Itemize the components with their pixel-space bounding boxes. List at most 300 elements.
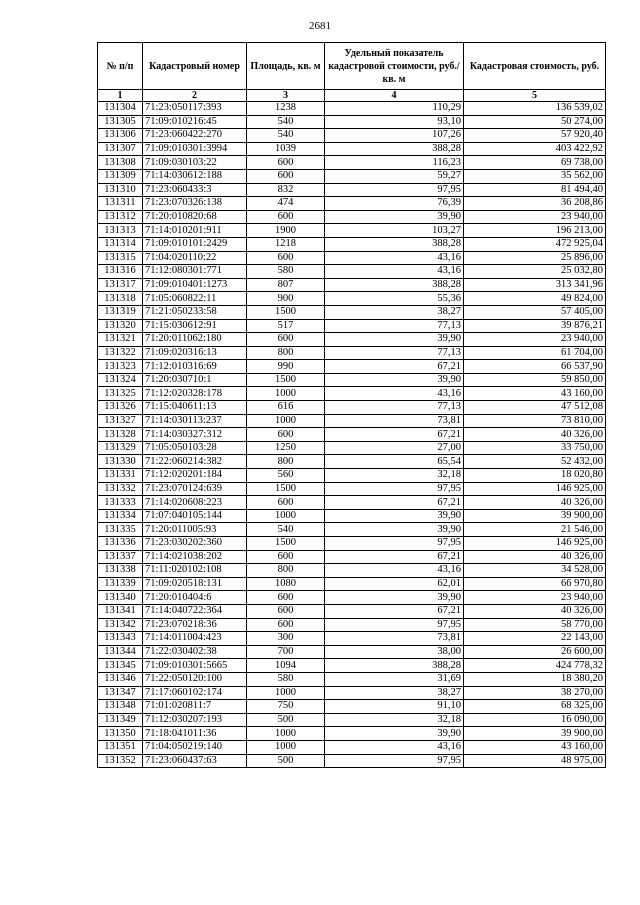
row-number-cell: 131351: [98, 740, 143, 754]
row-number-cell: 131312: [98, 210, 143, 224]
unit-value-cell: 39,90: [325, 591, 464, 605]
row-number-cell: 131349: [98, 713, 143, 727]
unit-value-cell: 103,27: [325, 224, 464, 238]
row-number-cell: 131308: [98, 156, 143, 170]
cadastral-number-cell: 71:22:050120:100: [143, 672, 247, 686]
cadastral-number-cell: 71:14:020608:223: [143, 496, 247, 510]
table-row: [98, 686, 606, 700]
row-number-cell: 131325: [98, 387, 143, 401]
cadastral-value-cell: 38 270,00: [464, 686, 606, 700]
row-number-cell: 131329: [98, 441, 143, 455]
table-row: [98, 183, 606, 197]
cadastral-value-cell: 40 326,00: [464, 604, 606, 618]
header-cadastral-value: Кадастровая стоимость, руб.: [464, 43, 606, 90]
area-cell: 1218: [247, 237, 325, 251]
cadastral-value-cell: 43 160,00: [464, 740, 606, 754]
unit-value-cell: 77,13: [325, 319, 464, 333]
cadastral-value-cell: 69 738,00: [464, 156, 606, 170]
row-number-cell: 131334: [98, 509, 143, 523]
table-row: [98, 265, 606, 279]
cadastral-number-cell: 71:09:010101:2429: [143, 237, 247, 251]
cadastral-value-cell: 33 750,00: [464, 441, 606, 455]
area-cell: 832: [247, 183, 325, 197]
cadastral-value-cell: 39 876,21: [464, 319, 606, 333]
header-row: [98, 43, 606, 90]
row-number-cell: 131345: [98, 659, 143, 673]
area-cell: 600: [247, 428, 325, 442]
row-number-cell: 131342: [98, 618, 143, 632]
cadastral-value-cell: 40 326,00: [464, 550, 606, 564]
area-cell: 600: [247, 604, 325, 618]
area-cell: 580: [247, 265, 325, 279]
unit-value-cell: 67,21: [325, 428, 464, 442]
cadastral-value-cell: 50 274,00: [464, 115, 606, 129]
unit-value-cell: 97,95: [325, 754, 464, 768]
table-row: [98, 278, 606, 292]
row-number-cell: 131347: [98, 686, 143, 700]
table-row: [98, 346, 606, 360]
area-cell: 750: [247, 700, 325, 714]
table-row: [98, 523, 606, 537]
area-cell: 600: [247, 333, 325, 347]
column-number: 5: [464, 90, 606, 102]
cadastral-value-cell: 68 325,00: [464, 700, 606, 714]
area-cell: 1000: [247, 414, 325, 428]
area-cell: 1000: [247, 509, 325, 523]
table-row: [98, 672, 606, 686]
unit-value-cell: 43,16: [325, 564, 464, 578]
unit-value-cell: 76,39: [325, 197, 464, 211]
area-cell: 517: [247, 319, 325, 333]
row-number-cell: 131310: [98, 183, 143, 197]
cadastral-value-cell: 196 213,00: [464, 224, 606, 238]
row-number-cell: 131304: [98, 102, 143, 116]
cadastral-value-cell: 22 143,00: [464, 632, 606, 646]
cadastral-value-cell: 81 494,40: [464, 183, 606, 197]
area-cell: 990: [247, 360, 325, 374]
cadastral-value-cell: 35 562,00: [464, 169, 606, 183]
table-row: [98, 740, 606, 754]
row-number-cell: 131348: [98, 700, 143, 714]
area-cell: 1500: [247, 373, 325, 387]
cadastral-value-cell: 66 537,90: [464, 360, 606, 374]
row-number-cell: 131350: [98, 727, 143, 741]
table-row: [98, 713, 606, 727]
cadastral-number-cell: 71:09:010301:5665: [143, 659, 247, 673]
page-number: 2681: [309, 20, 331, 32]
unit-value-cell: 32,18: [325, 713, 464, 727]
row-number-cell: 131306: [98, 129, 143, 143]
row-number-cell: 131320: [98, 319, 143, 333]
table-row: [98, 292, 606, 306]
row-number-cell: 131328: [98, 428, 143, 442]
cadastral-number-cell: 71:23:070124:639: [143, 482, 247, 496]
unit-value-cell: 27,00: [325, 441, 464, 455]
cadastral-value-cell: 49 824,00: [464, 292, 606, 306]
table-row: [98, 428, 606, 442]
table-row: [98, 129, 606, 143]
cadastral-value-cell: 40 326,00: [464, 428, 606, 442]
table-row: [98, 156, 606, 170]
cadastral-value-cell: 73 810,00: [464, 414, 606, 428]
header-unit-value: Удельный показатель кадастровой стоимости, руб./кв. м: [325, 43, 464, 90]
cadastral-number-cell: 71:05:050103:28: [143, 441, 247, 455]
row-number-cell: 131318: [98, 292, 143, 306]
cadastral-number-cell: 71:04:020110:22: [143, 251, 247, 265]
cadastral-value-cell: 23 940,00: [464, 333, 606, 347]
area-cell: 616: [247, 401, 325, 415]
cadastral-number-cell: 71:23:060437:63: [143, 754, 247, 768]
cadastral-value-cell: 16 090,00: [464, 713, 606, 727]
header-area: Площадь, кв. м: [247, 43, 325, 90]
table-row: [98, 305, 606, 319]
column-number-row: [98, 90, 606, 102]
row-number-cell: 131309: [98, 169, 143, 183]
cadastral-value-cell: 146 925,00: [464, 537, 606, 551]
column-number: 2: [143, 90, 247, 102]
table-row: [98, 727, 606, 741]
row-number-cell: 131326: [98, 401, 143, 415]
cadastral-value-cell: 36 208,86: [464, 197, 606, 211]
area-cell: 540: [247, 523, 325, 537]
area-cell: 800: [247, 346, 325, 360]
table-row: [98, 333, 606, 347]
area-cell: 600: [247, 618, 325, 632]
row-number-cell: 131341: [98, 604, 143, 618]
cadastral-number-cell: 71:23:030202:360: [143, 537, 247, 551]
area-cell: 1000: [247, 727, 325, 741]
cadastral-number-cell: 71:14:010201:911: [143, 224, 247, 238]
cadastral-value-cell: 34 528,00: [464, 564, 606, 578]
cadastral-value-cell: 43 160,00: [464, 387, 606, 401]
table-row: [98, 618, 606, 632]
cadastral-number-cell: 71:15:030612:91: [143, 319, 247, 333]
table-row: [98, 319, 606, 333]
row-number-cell: 131317: [98, 278, 143, 292]
area-cell: 1500: [247, 482, 325, 496]
area-cell: 900: [247, 292, 325, 306]
header-row-number: № п/п: [98, 43, 143, 90]
cadastral-number-cell: 71:23:060433:3: [143, 183, 247, 197]
unit-value-cell: 67,21: [325, 496, 464, 510]
table-row: [98, 632, 606, 646]
cadastral-value-cell: 25 896,00: [464, 251, 606, 265]
cadastral-number-cell: 71:14:021038:202: [143, 550, 247, 564]
unit-value-cell: 388,28: [325, 142, 464, 156]
row-number-cell: 131331: [98, 469, 143, 483]
unit-value-cell: 43,16: [325, 740, 464, 754]
cadastral-value-cell: 40 326,00: [464, 496, 606, 510]
area-cell: 800: [247, 564, 325, 578]
unit-value-cell: 73,81: [325, 632, 464, 646]
cadastral-value-cell: 18 020,80: [464, 469, 606, 483]
area-cell: 500: [247, 713, 325, 727]
unit-value-cell: 65,54: [325, 455, 464, 469]
unit-value-cell: 388,28: [325, 659, 464, 673]
area-cell: 600: [247, 591, 325, 605]
cadastral-value-cell: 57 920,40: [464, 129, 606, 143]
row-number-cell: 131335: [98, 523, 143, 537]
unit-value-cell: 97,95: [325, 618, 464, 632]
unit-value-cell: 388,28: [325, 278, 464, 292]
table-row: [98, 754, 606, 768]
cadastral-value-cell: 18 380,20: [464, 672, 606, 686]
cadastral-number-cell: 71:18:041011:36: [143, 727, 247, 741]
area-cell: 580: [247, 672, 325, 686]
cadastral-number-cell: 71:11:020102:108: [143, 564, 247, 578]
table-row: [98, 387, 606, 401]
cadastral-value-cell: 136 539,02: [464, 102, 606, 116]
unit-value-cell: 67,21: [325, 550, 464, 564]
area-cell: 600: [247, 251, 325, 265]
cadastral-number-cell: 71:14:030113:237: [143, 414, 247, 428]
column-number: 1: [98, 90, 143, 102]
unit-value-cell: 110,29: [325, 102, 464, 116]
row-number-cell: 131314: [98, 237, 143, 251]
cadastral-value-cell: 47 512,08: [464, 401, 606, 415]
unit-value-cell: 97,95: [325, 537, 464, 551]
cadastral-number-cell: 71:07:040105:144: [143, 509, 247, 523]
area-cell: 700: [247, 645, 325, 659]
table-row: [98, 210, 606, 224]
cadastral-number-cell: 71:15:040611:13: [143, 401, 247, 415]
unit-value-cell: 38,27: [325, 305, 464, 319]
cadastral-value-cell: 23 940,00: [464, 591, 606, 605]
table-row: [98, 102, 606, 116]
row-number-cell: 131346: [98, 672, 143, 686]
cadastral-value-cell: 39 900,00: [464, 727, 606, 741]
cadastral-number-cell: 71:12:020201:184: [143, 469, 247, 483]
cadastral-value-cell: 472 925,04: [464, 237, 606, 251]
unit-value-cell: 43,16: [325, 387, 464, 401]
cadastral-value-cell: 26 600,00: [464, 645, 606, 659]
area-cell: 1238: [247, 102, 325, 116]
cadastral-value-cell: 57 405,00: [464, 305, 606, 319]
cadastral-number-cell: 71:09:020518:131: [143, 577, 247, 591]
cadastral-value-cell: 25 032,80: [464, 265, 606, 279]
table-row: [98, 482, 606, 496]
column-number: 4: [325, 90, 464, 102]
unit-value-cell: 67,21: [325, 604, 464, 618]
table-row: [98, 564, 606, 578]
cadastral-number-cell: 71:23:060422:270: [143, 129, 247, 143]
area-cell: 1250: [247, 441, 325, 455]
unit-value-cell: 91,10: [325, 700, 464, 714]
row-number-cell: 131327: [98, 414, 143, 428]
area-cell: 560: [247, 469, 325, 483]
row-number-cell: 131337: [98, 550, 143, 564]
table-row: [98, 577, 606, 591]
area-cell: 1900: [247, 224, 325, 238]
row-number-cell: 131339: [98, 577, 143, 591]
cadastral-number-cell: 71:09:010216:45: [143, 115, 247, 129]
unit-value-cell: 388,28: [325, 237, 464, 251]
area-cell: 1000: [247, 686, 325, 700]
table-row: [98, 142, 606, 156]
row-number-cell: 131338: [98, 564, 143, 578]
area-cell: 1039: [247, 142, 325, 156]
area-cell: 1000: [247, 740, 325, 754]
row-number-cell: 131340: [98, 591, 143, 605]
unit-value-cell: 59,27: [325, 169, 464, 183]
cadastral-number-cell: 71:12:080301:771: [143, 265, 247, 279]
cadastral-number-cell: 71:14:030327:312: [143, 428, 247, 442]
table-row: [98, 537, 606, 551]
cadastral-number-cell: 71:12:010316:69: [143, 360, 247, 374]
unit-value-cell: 38,00: [325, 645, 464, 659]
row-number-cell: 131321: [98, 333, 143, 347]
table-row: [98, 360, 606, 374]
row-number-cell: 131343: [98, 632, 143, 646]
table-row: [98, 197, 606, 211]
cadastral-number-cell: 71:12:030207:193: [143, 713, 247, 727]
unit-value-cell: 39,90: [325, 523, 464, 537]
unit-value-cell: 43,16: [325, 251, 464, 265]
unit-value-cell: 39,90: [325, 373, 464, 387]
cadastral-number-cell: 71:14:030612:188: [143, 169, 247, 183]
cadastral-number-cell: 71:20:011062:180: [143, 333, 247, 347]
unit-value-cell: 107,26: [325, 129, 464, 143]
unit-value-cell: 73,81: [325, 414, 464, 428]
cadastral-number-cell: 71:22:030402:38: [143, 645, 247, 659]
cadastral-number-cell: 71:23:050117:393: [143, 102, 247, 116]
row-number-cell: 131311: [98, 197, 143, 211]
table-row: [98, 401, 606, 415]
cadastral-number-cell: 71:14:040722:364: [143, 604, 247, 618]
cadastral-number-cell: 71:20:010404:6: [143, 591, 247, 605]
row-number-cell: 131305: [98, 115, 143, 129]
row-number-cell: 131344: [98, 645, 143, 659]
unit-value-cell: 32,18: [325, 469, 464, 483]
area-cell: 1080: [247, 577, 325, 591]
area-cell: 1094: [247, 659, 325, 673]
table-row: [98, 414, 606, 428]
table-row: [98, 169, 606, 183]
cadastral-number-cell: 71:20:030710:1: [143, 373, 247, 387]
row-number-cell: 131307: [98, 142, 143, 156]
header-cadastral-number: Кадастровый номер: [143, 43, 247, 90]
area-cell: 600: [247, 169, 325, 183]
table-row: [98, 224, 606, 238]
area-cell: 600: [247, 550, 325, 564]
cadastral-value-cell: 21 546,00: [464, 523, 606, 537]
area-cell: 600: [247, 496, 325, 510]
unit-value-cell: 43,16: [325, 265, 464, 279]
row-number-cell: 131313: [98, 224, 143, 238]
cadastral-number-cell: 71:20:010820:68: [143, 210, 247, 224]
table-row: [98, 591, 606, 605]
cadastral-number-cell: 71:09:020316:13: [143, 346, 247, 360]
unit-value-cell: 62,01: [325, 577, 464, 591]
cadastral-value-cell: 424 778,32: [464, 659, 606, 673]
table-row: [98, 441, 606, 455]
cadastral-number-cell: 71:23:070326:138: [143, 197, 247, 211]
table-row: [98, 237, 606, 251]
area-cell: 500: [247, 754, 325, 768]
cadastral-value-cell: 39 900,00: [464, 509, 606, 523]
cadastral-value-table: [97, 42, 606, 768]
area-cell: 807: [247, 278, 325, 292]
row-number-cell: 131332: [98, 482, 143, 496]
area-cell: 600: [247, 156, 325, 170]
row-number-cell: 131322: [98, 346, 143, 360]
cadastral-number-cell: 71:23:070218:36: [143, 618, 247, 632]
unit-value-cell: 97,95: [325, 482, 464, 496]
row-number-cell: 131324: [98, 373, 143, 387]
cadastral-value-cell: 313 341,96: [464, 278, 606, 292]
table-row: [98, 659, 606, 673]
unit-value-cell: 77,13: [325, 346, 464, 360]
cadastral-value-cell: 48 975,00: [464, 754, 606, 768]
row-number-cell: 131336: [98, 537, 143, 551]
cadastral-number-cell: 71:09:030103:22: [143, 156, 247, 170]
cadastral-number-cell: 71:14:011004:423: [143, 632, 247, 646]
row-number-cell: 131352: [98, 754, 143, 768]
unit-value-cell: 93,10: [325, 115, 464, 129]
table-row: [98, 550, 606, 564]
cadastral-number-cell: 71:22:060214:382: [143, 455, 247, 469]
cadastral-value-cell: 58 770,00: [464, 618, 606, 632]
unit-value-cell: 67,21: [325, 360, 464, 374]
row-number-cell: 131323: [98, 360, 143, 374]
table-row: [98, 251, 606, 265]
area-cell: 540: [247, 129, 325, 143]
area-cell: 1000: [247, 387, 325, 401]
table-row: [98, 455, 606, 469]
unit-value-cell: 55,36: [325, 292, 464, 306]
unit-value-cell: 38,27: [325, 686, 464, 700]
area-cell: 474: [247, 197, 325, 211]
cadastral-number-cell: 71:17:060102:174: [143, 686, 247, 700]
cadastral-number-cell: 71:20:011005:93: [143, 523, 247, 537]
cadastral-number-cell: 71:04:050219:140: [143, 740, 247, 754]
cadastral-number-cell: 71:09:010301:3994: [143, 142, 247, 156]
cadastral-number-cell: 71:01:020811:7: [143, 700, 247, 714]
column-number: 3: [247, 90, 325, 102]
table-row: [98, 496, 606, 510]
unit-value-cell: 39,90: [325, 210, 464, 224]
row-number-cell: 131315: [98, 251, 143, 265]
cadastral-number-cell: 71:12:020328:178: [143, 387, 247, 401]
table-row: [98, 373, 606, 387]
cadastral-number-cell: 71:05:060822:11: [143, 292, 247, 306]
unit-value-cell: 77,13: [325, 401, 464, 415]
unit-value-cell: 39,90: [325, 509, 464, 523]
area-cell: 1500: [247, 305, 325, 319]
cadastral-value-cell: 66 970,80: [464, 577, 606, 591]
table-row: [98, 700, 606, 714]
cadastral-value-cell: 59 850,00: [464, 373, 606, 387]
row-number-cell: 131330: [98, 455, 143, 469]
area-cell: 1500: [247, 537, 325, 551]
cadastral-value-cell: 23 940,00: [464, 210, 606, 224]
area-cell: 600: [247, 210, 325, 224]
cadastral-value-cell: 146 925,00: [464, 482, 606, 496]
cadastral-value-cell: 52 432,00: [464, 455, 606, 469]
table-row: [98, 469, 606, 483]
row-number-cell: 131316: [98, 265, 143, 279]
area-cell: 540: [247, 115, 325, 129]
table-row: [98, 509, 606, 523]
area-cell: 300: [247, 632, 325, 646]
area-cell: 800: [247, 455, 325, 469]
cadastral-number-cell: 71:21:050233:58: [143, 305, 247, 319]
table-row: [98, 645, 606, 659]
table-row: [98, 115, 606, 129]
cadastral-value-cell: 403 422,92: [464, 142, 606, 156]
unit-value-cell: 31,69: [325, 672, 464, 686]
cadastral-value-cell: 61 704,00: [464, 346, 606, 360]
